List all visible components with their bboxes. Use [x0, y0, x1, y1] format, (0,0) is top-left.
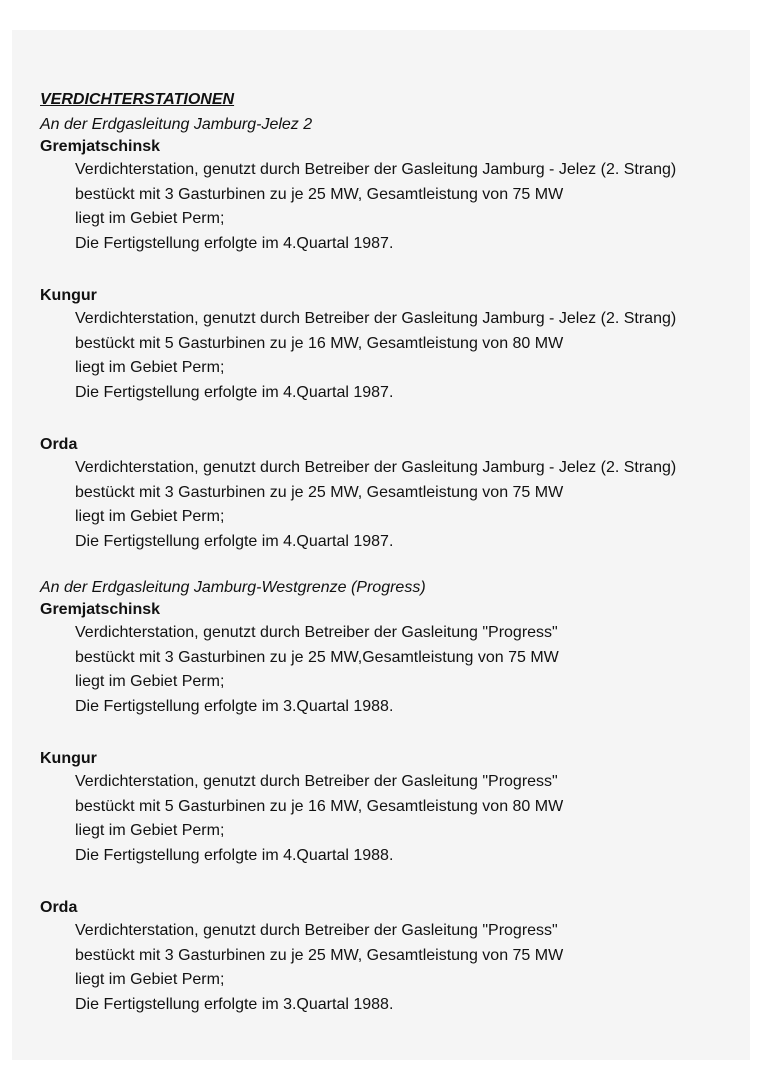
station-completion-line: Die Fertigstellung erfolgte im 3.Quartal 1988.: [75, 995, 394, 1013]
station-location-line: liegt im Gebiet Perm;: [75, 673, 225, 690]
station-location-line: liegt im Gebiet Perm;: [75, 359, 225, 376]
station-description: [40, 456, 740, 554]
station-completion-line: Die Fertigstellung erfolgte im 3.Quartal 1988.: [75, 697, 394, 715]
pipeline-group: [40, 114, 740, 554]
station-name: Kungur: [40, 750, 97, 767]
station-entry: [40, 136, 740, 256]
station-operator-line: Verdichterstation, genutzt durch Betreiber der Gasleitung "Progress": [75, 922, 558, 939]
station-name: Kungur: [40, 287, 97, 304]
station-entry: [40, 285, 740, 405]
station-location-line: liegt im Gebiet Perm;: [75, 210, 225, 227]
station-turbines-line: bestückt mit 5 Gasturbinen zu je 16 MW, Gesamtleistung von 80 MW: [75, 334, 564, 352]
station-description: [40, 307, 740, 405]
page-title: VERDICHTERSTATIONEN: [40, 91, 235, 108]
station-completion-line: Die Fertigstellung erfolgte im 4.Quartal 1987.: [75, 532, 394, 550]
pipeline-group-title: An der Erdgasleitung Jamburg-Jelez 2: [40, 116, 313, 133]
document-body: [40, 90, 740, 1017]
station-description: [40, 919, 740, 1017]
station-completion-line: Die Fertigstellung erfolgte im 4.Quartal 1987.: [75, 383, 394, 401]
station-operator-line: Verdichterstation, genutzt durch Betreiber der Gasleitung Jamburg - Jelez (2. Strang): [75, 310, 677, 327]
pipeline-group: [40, 577, 740, 1017]
station-name: Gremjatschinsk: [40, 601, 161, 618]
station-entry: [40, 434, 740, 554]
station-turbines-line: bestückt mit 3 Gasturbinen zu je 25 MW, Gesamtleistung von 75 MW: [75, 946, 564, 964]
station-turbines-line: bestückt mit 3 Gasturbinen zu je 25 MW, Gesamtleistung von 75 MW: [75, 185, 564, 203]
station-description: [40, 158, 740, 256]
station-completion-line: Die Fertigstellung erfolgte im 4.Quartal 1988.: [75, 846, 394, 864]
station-completion-line: Die Fertigstellung erfolgte im 4.Quartal 1987.: [75, 234, 394, 252]
station-name: Orda: [40, 436, 78, 453]
station-operator-line: Verdichterstation, genutzt durch Betreiber der Gasleitung "Progress": [75, 773, 558, 790]
station-entry: [40, 897, 740, 1017]
pipeline-group-title: An der Erdgasleitung Jamburg-Westgrenze (Progress): [40, 579, 426, 596]
station-operator-line: Verdichterstation, genutzt durch Betreiber der Gasleitung "Progress": [75, 624, 558, 641]
station-name: Orda: [40, 899, 78, 916]
station-name: Gremjatschinsk: [40, 138, 161, 155]
station-turbines-line: bestückt mit 3 Gasturbinen zu je 25 MW,Gesamtleistung von 75 MW: [75, 648, 559, 666]
station-operator-line: Verdichterstation, genutzt durch Betreiber der Gasleitung Jamburg - Jelez (2. Strang): [75, 161, 677, 178]
station-location-line: liegt im Gebiet Perm;: [75, 971, 225, 988]
station-description: [40, 770, 740, 868]
station-location-line: liegt im Gebiet Perm;: [75, 508, 225, 525]
station-operator-line: Verdichterstation, genutzt durch Betreiber der Gasleitung Jamburg - Jelez (2. Strang): [75, 459, 677, 476]
station-turbines-line: bestückt mit 3 Gasturbinen zu je 25 MW, Gesamtleistung von 75 MW: [75, 483, 564, 501]
station-entry: [40, 599, 740, 719]
station-description: [40, 621, 740, 719]
station-location-line: liegt im Gebiet Perm;: [75, 822, 225, 839]
station-turbines-line: bestückt mit 5 Gasturbinen zu je 16 MW, Gesamtleistung von 80 MW: [75, 797, 564, 815]
station-entry: [40, 748, 740, 868]
